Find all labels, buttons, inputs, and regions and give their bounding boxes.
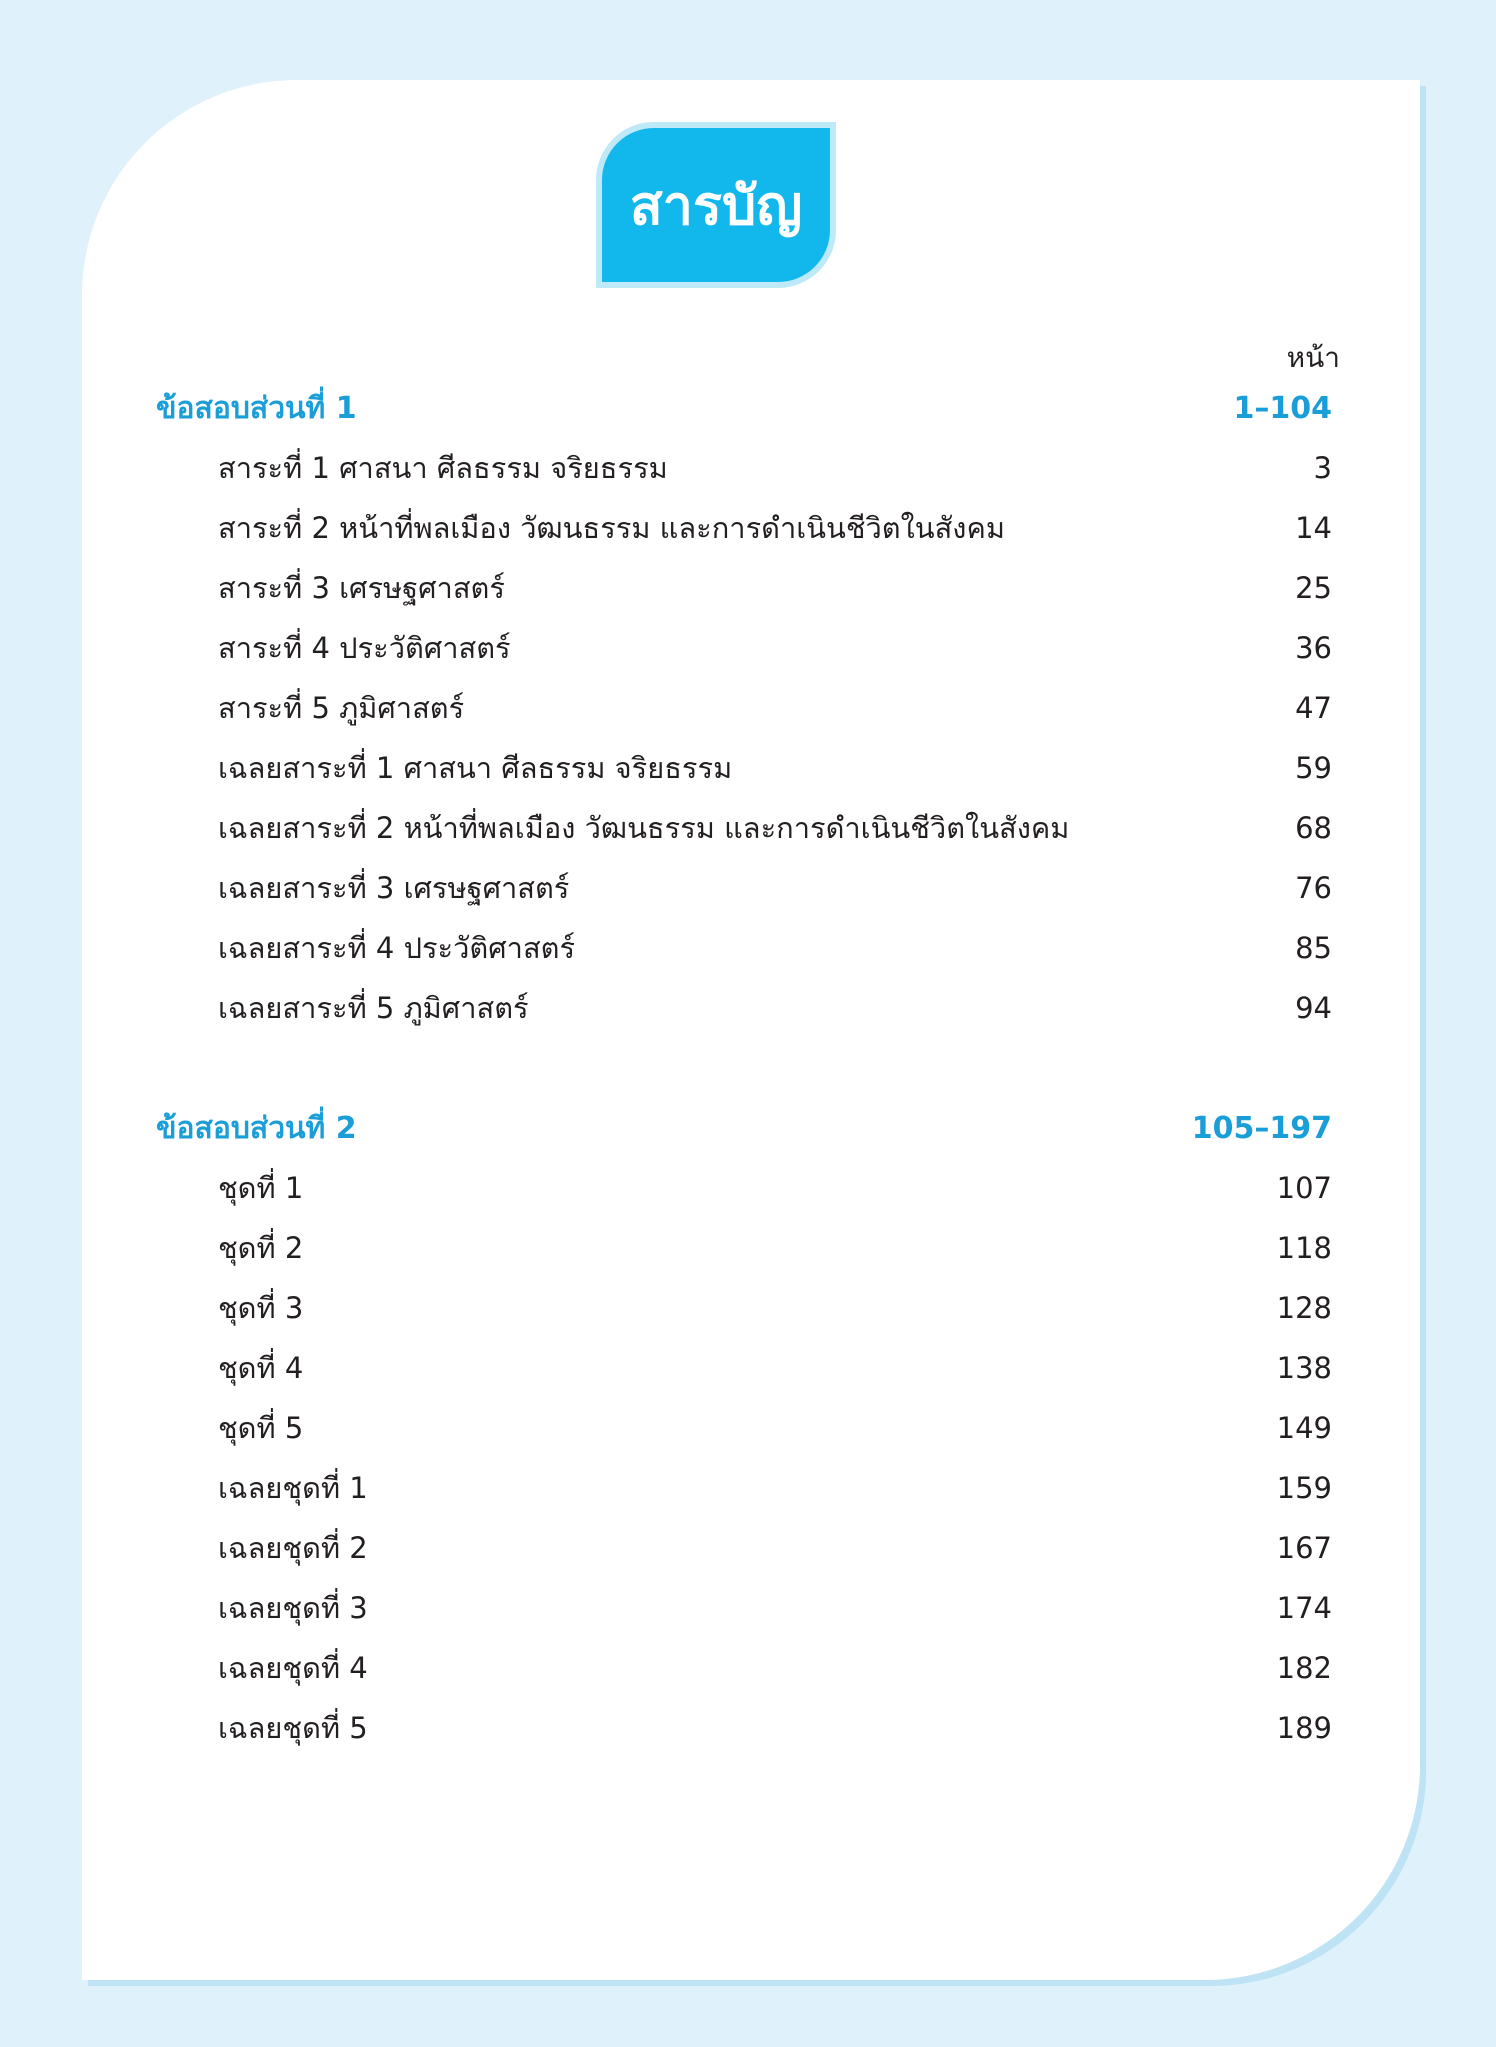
toc-entry-label: ชุดที่ 3 xyxy=(218,1291,304,1325)
toc-entry-page: 68 xyxy=(1295,811,1332,845)
toc-entry[interactable] xyxy=(218,988,1332,1028)
toc-entry-page: 138 xyxy=(1276,1351,1332,1385)
toc-entry[interactable] xyxy=(218,808,1332,848)
toc-entry-page: 167 xyxy=(1276,1531,1332,1565)
toc-entry[interactable] xyxy=(218,748,1332,788)
toc-entry[interactable] xyxy=(218,688,1332,728)
toc-entry-page: 85 xyxy=(1295,931,1332,965)
section-page-range: 105–197 xyxy=(1191,1110,1332,1146)
toc-entry-page: 3 xyxy=(1313,451,1332,485)
toc-entry[interactable] xyxy=(218,448,1332,488)
toc-entry-page: 107 xyxy=(1276,1171,1332,1205)
toc-entry-label: เฉลยชุดที่ 3 xyxy=(218,1591,368,1625)
toc-entry-label: เฉลยชุดที่ 5 xyxy=(218,1711,368,1745)
toc-entry-label: เฉลยสาระที่ 4 ประวัติศาสตร์ xyxy=(218,931,576,965)
section-heading-label: ข้อสอบส่วนที่ 2 xyxy=(156,1110,357,1146)
toc-entry-label: สาระที่ 2 หน้าที่พลเมือง วัฒนธรรม และการดำเนินชีวิตในสังคม xyxy=(218,511,1005,545)
toc-entry[interactable] xyxy=(218,1408,1332,1448)
page-column-header: หน้า xyxy=(1286,341,1340,374)
section-heading-2 xyxy=(156,1108,1332,1148)
toc-entry-label: เฉลยสาระที่ 3 เศรษฐศาสตร์ xyxy=(218,871,570,905)
toc-entry-label: เฉลยสาระที่ 2 หน้าที่พลเมือง วัฒนธรรม และการดำเนินชีวิตในสังคม xyxy=(218,811,1070,845)
toc-entry[interactable] xyxy=(218,868,1332,908)
toc-entry[interactable] xyxy=(218,1228,1332,1268)
toc-entry-page: 159 xyxy=(1276,1471,1332,1505)
toc-entry-label: เฉลยชุดที่ 1 xyxy=(218,1471,368,1505)
toc-entry-label: สาระที่ 5 ภูมิศาสตร์ xyxy=(218,691,465,725)
toc-entry-label: เฉลยชุดที่ 2 xyxy=(218,1531,368,1565)
toc-entry-page: 128 xyxy=(1276,1291,1332,1325)
toc-entry-page: 118 xyxy=(1276,1231,1332,1265)
section-heading-1 xyxy=(156,388,1332,428)
toc-entry-page: 189 xyxy=(1276,1711,1332,1745)
toc-entry[interactable] xyxy=(218,628,1332,668)
toc-entry-label: สาระที่ 3 เศรษฐศาสตร์ xyxy=(218,571,505,605)
section-page-range: 1–104 xyxy=(1233,390,1332,426)
toc-entry[interactable] xyxy=(218,928,1332,968)
toc-entry[interactable] xyxy=(218,508,1332,548)
toc-entry-label: สาระที่ 1 ศาสนา ศีลธรรม จริยธรรม xyxy=(218,451,668,485)
toc-entry-page: 25 xyxy=(1295,571,1332,605)
toc-entry-page: 36 xyxy=(1295,631,1332,665)
toc-entry-label: ชุดที่ 4 xyxy=(218,1351,304,1385)
toc-title: สารบัญ xyxy=(596,122,836,288)
toc-entry[interactable] xyxy=(218,1708,1332,1748)
toc-entry-label: เฉลยสาระที่ 5 ภูมิศาสตร์ xyxy=(218,991,529,1025)
toc-entry[interactable] xyxy=(218,1648,1332,1688)
toc-entry[interactable] xyxy=(218,568,1332,608)
toc-entry-page: 182 xyxy=(1276,1651,1332,1685)
toc-entry[interactable] xyxy=(218,1468,1332,1508)
section-heading-label: ข้อสอบส่วนที่ 1 xyxy=(156,390,357,426)
toc-entry-page: 14 xyxy=(1295,511,1332,545)
toc-entry-label: ชุดที่ 1 xyxy=(218,1171,304,1205)
toc-entry-label: เฉลยสาระที่ 1 ศาสนา ศีลธรรม จริยธรรม xyxy=(218,751,733,785)
toc-entry-page: 149 xyxy=(1276,1411,1332,1445)
toc-entry-label: ชุดที่ 5 xyxy=(218,1411,304,1445)
toc-entry-label: ชุดที่ 2 xyxy=(218,1231,304,1265)
toc-entry-label: เฉลยชุดที่ 4 xyxy=(218,1651,368,1685)
toc-entry[interactable] xyxy=(218,1588,1332,1628)
toc-entry-page: 76 xyxy=(1295,871,1332,905)
toc-entry[interactable] xyxy=(218,1168,1332,1208)
toc-entry[interactable] xyxy=(218,1288,1332,1328)
toc-entry[interactable] xyxy=(218,1348,1332,1388)
toc-entry[interactable] xyxy=(218,1528,1332,1568)
toc-entry-page: 59 xyxy=(1295,751,1332,785)
toc-entry-page: 174 xyxy=(1276,1591,1332,1625)
toc-entry-page: 47 xyxy=(1295,691,1332,725)
toc-entry-label: สาระที่ 4 ประวัติศาสตร์ xyxy=(218,631,511,665)
toc-entry-page: 94 xyxy=(1295,991,1332,1025)
